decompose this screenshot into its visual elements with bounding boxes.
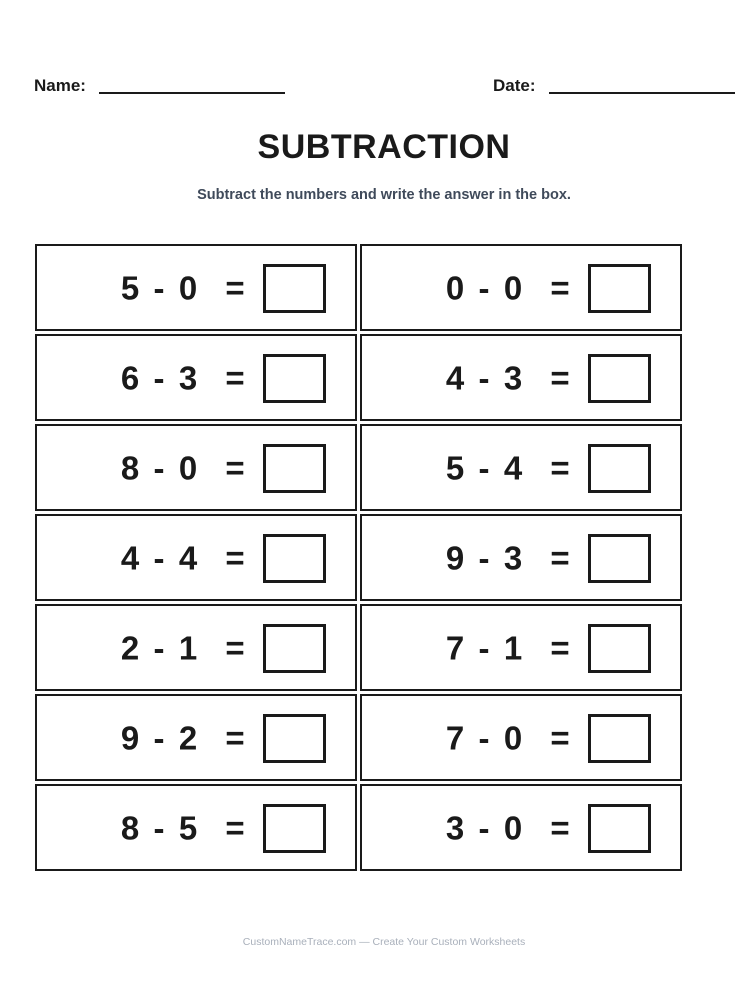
minuend: 4 <box>120 539 140 576</box>
equals-sign: = <box>550 719 570 756</box>
minuend: 0 <box>445 269 465 306</box>
answer-box[interactable] <box>263 804 326 853</box>
minus-sign: - <box>153 629 165 666</box>
subtrahend: 1 <box>503 629 523 666</box>
equals-sign: = <box>225 449 245 486</box>
subtrahend: 5 <box>178 809 198 846</box>
answer-box[interactable] <box>588 534 651 583</box>
minuend: 8 <box>120 449 140 486</box>
minus-sign: - <box>153 719 165 756</box>
problem-cell <box>360 694 682 781</box>
problem-cell <box>35 604 357 691</box>
minus-sign: - <box>153 449 165 486</box>
problem-cell <box>360 514 682 601</box>
problem-cell <box>35 244 357 331</box>
subtrahend: 2 <box>178 719 198 756</box>
equals-sign: = <box>225 269 245 306</box>
minus-sign: - <box>153 359 165 396</box>
minus-sign: - <box>153 539 165 576</box>
subtrahend: 0 <box>178 269 198 306</box>
answer-box[interactable] <box>588 714 651 763</box>
answer-box[interactable] <box>263 444 326 493</box>
subtrahend: 3 <box>503 539 523 576</box>
equals-sign: = <box>550 809 570 846</box>
minuend: 5 <box>445 449 465 486</box>
minus-sign: - <box>478 359 490 396</box>
date-writing-line[interactable] <box>549 92 735 94</box>
page-title: SUBTRACTION <box>257 128 511 166</box>
date-label: Date: <box>493 76 536 95</box>
equals-sign: = <box>225 359 245 396</box>
problem-cell <box>35 514 357 601</box>
minuend: 6 <box>120 359 140 396</box>
subtrahend: 3 <box>178 359 198 396</box>
minuend: 7 <box>445 719 465 756</box>
minuend: 8 <box>120 809 140 846</box>
minus-sign: - <box>153 809 165 846</box>
minuend: 9 <box>120 719 140 756</box>
problem-cell <box>360 424 682 511</box>
subtrahend: 0 <box>503 719 523 756</box>
name-label: Name: <box>34 76 86 95</box>
minus-sign: - <box>478 269 490 306</box>
subtrahend: 0 <box>503 269 523 306</box>
date-field[interactable] <box>493 76 735 96</box>
answer-box[interactable] <box>263 354 326 403</box>
name-writing-line[interactable] <box>99 92 285 94</box>
answer-box[interactable] <box>263 714 326 763</box>
problem-cell <box>35 784 357 871</box>
minus-sign: - <box>478 719 490 756</box>
subtrahend: 4 <box>178 539 198 576</box>
answer-box[interactable] <box>588 624 651 673</box>
equals-sign: = <box>225 719 245 756</box>
problem-cell <box>35 424 357 511</box>
problem-cell <box>360 604 682 691</box>
answer-box[interactable] <box>263 264 326 313</box>
subtrahend: 0 <box>503 809 523 846</box>
instructions-text: Subtract the numbers and write the answer in the box. <box>197 187 571 203</box>
answer-box[interactable] <box>588 354 651 403</box>
problem-cell <box>35 334 357 421</box>
problem-cell <box>35 694 357 781</box>
answer-box[interactable] <box>263 624 326 673</box>
answer-box[interactable] <box>588 804 651 853</box>
equals-sign: = <box>225 539 245 576</box>
equals-sign: = <box>225 809 245 846</box>
answer-box[interactable] <box>263 534 326 583</box>
answer-box[interactable] <box>588 444 651 493</box>
minuend: 4 <box>445 359 465 396</box>
minuend: 2 <box>120 629 140 666</box>
equals-sign: = <box>550 269 570 306</box>
subtrahend: 0 <box>178 449 198 486</box>
problem-grid <box>35 244 682 871</box>
equals-sign: = <box>550 629 570 666</box>
minuend: 3 <box>445 809 465 846</box>
subtrahend: 3 <box>503 359 523 396</box>
problem-cell <box>360 244 682 331</box>
minuend: 9 <box>445 539 465 576</box>
problem-cell <box>360 334 682 421</box>
minus-sign: - <box>478 539 490 576</box>
minus-sign: - <box>478 629 490 666</box>
equals-sign: = <box>550 539 570 576</box>
minus-sign: - <box>478 809 490 846</box>
equals-sign: = <box>550 359 570 396</box>
minuend: 5 <box>120 269 140 306</box>
name-field[interactable] <box>34 76 285 96</box>
subtrahend: 4 <box>503 449 523 486</box>
answer-box[interactable] <box>588 264 651 313</box>
equals-sign: = <box>550 449 570 486</box>
problem-cell <box>360 784 682 871</box>
minus-sign: - <box>478 449 490 486</box>
equals-sign: = <box>225 629 245 666</box>
subtrahend: 1 <box>178 629 198 666</box>
footer-credit: CustomNameTrace.com — Create Your Custom Worksheets <box>242 936 526 948</box>
minuend: 7 <box>445 629 465 666</box>
minus-sign: - <box>153 269 165 306</box>
